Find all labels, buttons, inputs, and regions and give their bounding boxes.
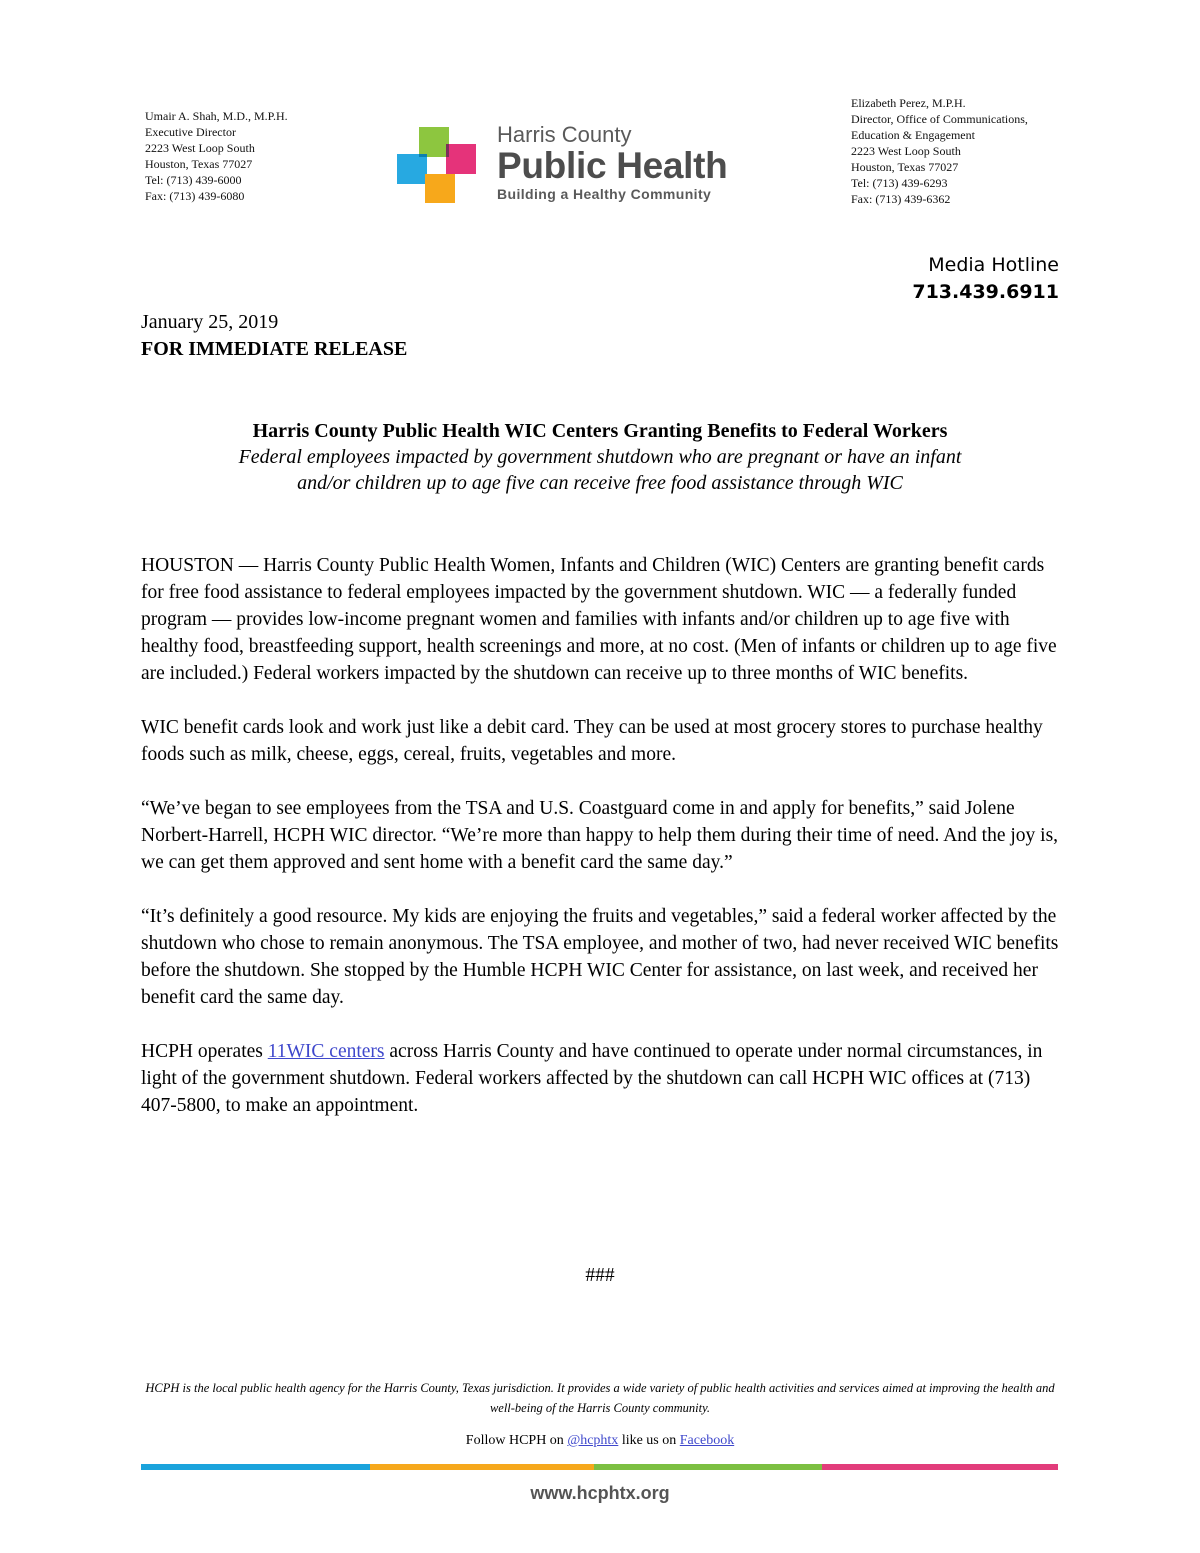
end-mark: ### bbox=[585, 1265, 615, 1286]
twitter-link[interactable]: @hcphtx bbox=[567, 1433, 619, 1448]
body-paragraph-4: “It’s definitely a good resource. My kids are enjoying the fruits and vegetables,” said a federal worker affected by the shutdown who chose to remain anonymous. The TSA employee, and mother of two, had never received WIC benefits before the shutdown. She stopped by the Humble HCPH WIC Center for assistance, on last week, and received her benefit card the same day. bbox=[141, 906, 1059, 1008]
body-paragraph-5 bbox=[141, 1038, 1061, 1119]
follow-prefix: Follow HCPH on bbox=[465, 1433, 568, 1448]
logo-square-green bbox=[419, 127, 449, 157]
contact-fax: Fax: (713) 439-6080 bbox=[145, 189, 245, 203]
media-hotline-label: Media Hotline bbox=[928, 254, 1059, 276]
footer-bar-orange bbox=[370, 1464, 594, 1470]
hcph-logo-icon bbox=[397, 127, 477, 203]
logo-line-2: Public Health bbox=[497, 145, 728, 186]
wic-centers-link[interactable]: 11WIC centers bbox=[267, 1041, 385, 1062]
logo-square-pink bbox=[446, 144, 476, 174]
contact-tel: Tel: (713) 439-6293 bbox=[851, 176, 948, 190]
communications-director-contact bbox=[851, 95, 1028, 207]
body-paragraph-1: HOUSTON — Harris County Public Health Women, Infants and Children (WIC) Centers are granting benefit cards for free food assistance to federal employees impacted by the government shutdown. WIC — a federally funded program — provides low-income pregnant women and families with infants and/or children up to age five with healthy food, breastfeeding support, health screenings and more, at no cost. (Men of infants or children up to age five are included.) Federal workers impacted by the shutdown can receive up to three months of WIC benefits. bbox=[141, 555, 1057, 684]
contact-name: Elizabeth Perez, M.P.H. bbox=[851, 96, 966, 110]
contact-title: Executive Director bbox=[145, 125, 236, 139]
hcph-logo-wordmark bbox=[497, 122, 727, 204]
contact-title-2: Education & Engagement bbox=[851, 128, 975, 142]
paragraph-text: HCPH operates bbox=[141, 1041, 268, 1062]
release-label: FOR IMMEDIATE RELEASE bbox=[141, 338, 408, 360]
release-date: January 25, 2019 bbox=[141, 311, 279, 333]
footer-bar-green bbox=[594, 1464, 822, 1470]
body-paragraph-3: “We’ve began to see employees from the TSA and U.S. Coastguard come in and apply for benefits,” said Jolene Norbert-Harrell, HCPH WIC director. “We’re more than happy to help them during their time of need. And the joy is, we can get them approved and sent home with a benefit card the same day.” bbox=[141, 798, 1059, 873]
contact-address: 2223 West Loop South bbox=[145, 141, 255, 155]
contact-city: Houston, Texas 77027 bbox=[851, 160, 959, 174]
logo-tagline: Building a Healthy Community bbox=[497, 186, 712, 202]
logo-square-blue bbox=[397, 154, 427, 184]
paragraph-text: across Harris County and have continued to operate under normal circumstances, in light of the government shutdown. Federal workers affected by the shutdown can call HCPH WIC offices at (713) 407-5800, to make an appointment. bbox=[141, 1041, 1043, 1116]
headline-subtitle-2: and/or children up to age five can receive free food assistance through WIC bbox=[297, 472, 903, 494]
contact-tel: Tel: (713) 439-6000 bbox=[145, 173, 242, 187]
facebook-link[interactable]: Facebook bbox=[679, 1433, 735, 1448]
footer-bar-pink bbox=[822, 1464, 1058, 1470]
contact-title: Director, Office of Communications, bbox=[851, 112, 1028, 126]
logo-line-1: Harris County bbox=[497, 122, 632, 147]
contact-fax: Fax: (713) 439-6362 bbox=[851, 192, 951, 206]
body-paragraph-2: WIC benefit cards look and work just like a debit card. They can be used at most grocery stores to purchase healthy foods such as milk, cheese, eggs, cereal, fruits, vegetables and more. bbox=[141, 717, 1043, 765]
follow-middle: like us on bbox=[618, 1433, 680, 1448]
media-hotline-number: 713.439.6911 bbox=[912, 281, 1059, 303]
contact-city: Houston, Texas 77027 bbox=[145, 157, 253, 171]
logo-square-orange bbox=[425, 174, 455, 203]
headline-title: Harris County Public Health WIC Centers Granting Benefits to Federal Workers bbox=[252, 420, 948, 442]
press-body bbox=[141, 552, 1061, 1146]
agency-description: HCPH is the local public health agency for the Harris County, Texas jurisdiction. It provides a wide variety of public health activities and services aimed at improving the health and well-being of the Harris County community. bbox=[145, 1381, 1055, 1415]
contact-name: Umair A. Shah, M.D., M.P.H. bbox=[145, 109, 288, 123]
social-follow bbox=[0, 1431, 1200, 1451]
executive-director-contact bbox=[145, 108, 288, 204]
contact-address: 2223 West Loop South bbox=[851, 144, 961, 158]
footer-bar-blue bbox=[141, 1464, 370, 1470]
press-headline bbox=[141, 418, 1059, 496]
headline-subtitle-1: Federal employees impacted by government shutdown who are pregnant or have an infant bbox=[238, 446, 962, 468]
website-url: www.hcphtx.org bbox=[530, 1483, 670, 1503]
media-hotline bbox=[912, 252, 1059, 306]
